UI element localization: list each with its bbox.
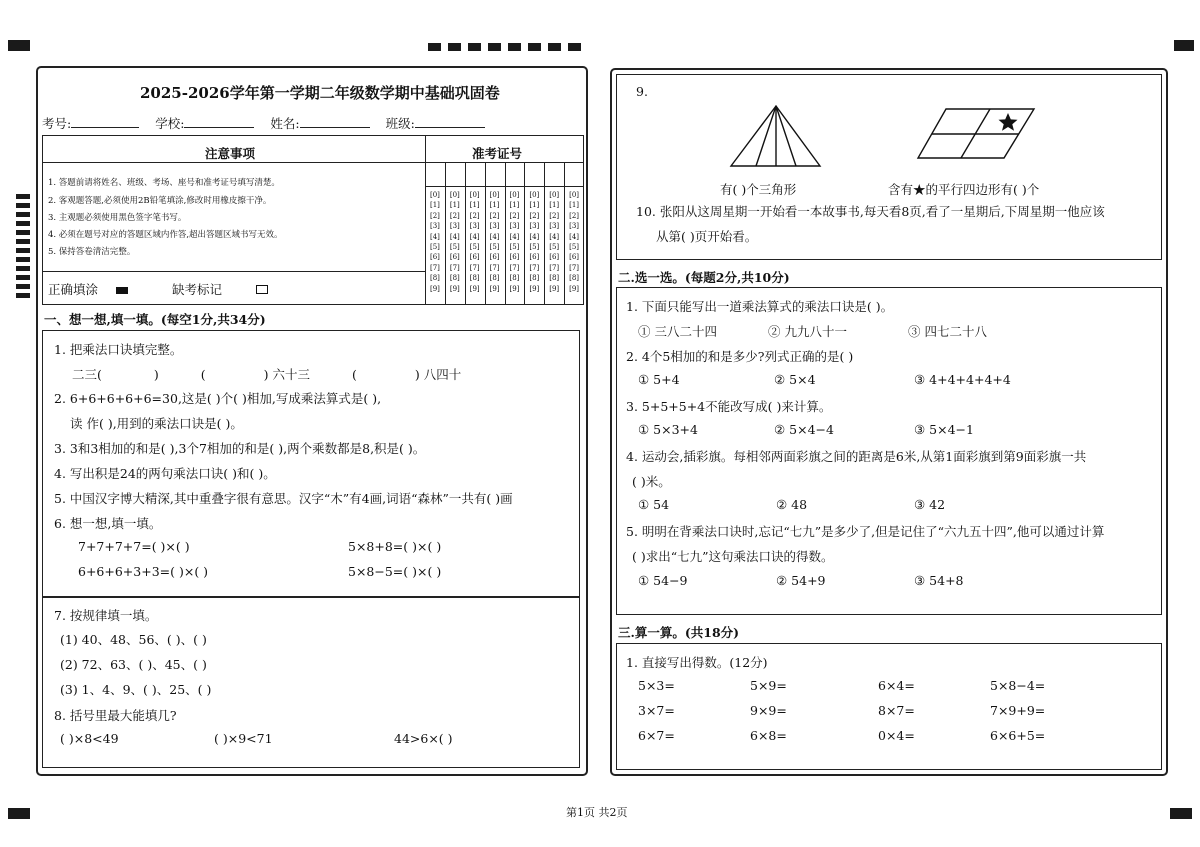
star-icon [999, 113, 1018, 131]
calc-item: 8×7= [878, 703, 915, 718]
digit-bubble[interactable]: [5] [429, 243, 440, 252]
digit-bubble[interactable]: [3] [469, 222, 480, 231]
s2-q3-opt: ② 5×4−4 [774, 422, 834, 437]
s2-q1-opt: ③ 四七二十八 [908, 324, 987, 339]
digit-bubble[interactable]: [7] [549, 263, 560, 272]
corner-mark-bottom-right [1170, 808, 1192, 819]
digit-bubble[interactable]: [0] [549, 191, 560, 199]
q2-line2: 读 作( ),用到的乘法口诀是( )。 [70, 416, 243, 431]
digit-bubble[interactable]: [4] [489, 232, 500, 241]
timing-mark [16, 248, 30, 253]
triangle-figure [728, 104, 824, 168]
digit-bubble[interactable]: [3] [429, 222, 440, 231]
q8-text: 8. 括号里最大能填几? [54, 708, 177, 723]
s2-q4-opt: ③ 42 [914, 497, 946, 512]
timing-mark [16, 239, 30, 244]
digit-bubble[interactable]: [2] [429, 211, 440, 220]
timing-mark [16, 284, 30, 289]
s2-q5-line2: ( )求出“七九”这句乘法口诀的得数。 [632, 549, 834, 564]
timing-mark [16, 221, 30, 226]
notice-item: 4. 必须在题号对应的答题区域内作答,超出答题区域书写无效。 [48, 230, 283, 240]
digit-bubble[interactable]: [8] [569, 274, 580, 283]
digit-bubble[interactable]: [8] [549, 274, 560, 283]
timing-mark [16, 275, 30, 280]
admission-digit-column[interactable] [425, 190, 445, 294]
calc-item: 6×8= [750, 728, 787, 743]
digit-bubble[interactable]: [3] [549, 222, 560, 231]
digit-bubble[interactable]: [3] [489, 222, 500, 231]
calc-item: 0×4= [878, 728, 915, 743]
digit-bubble[interactable]: [3] [569, 222, 580, 231]
q7-row: (2) 72、63、( )、45、( ) [60, 657, 207, 672]
digit-bubble[interactable]: [8] [469, 274, 480, 283]
s2-q1-opt: ② 九九八十一 [768, 324, 847, 339]
q6-item: 5×8+8=( )×( ) [348, 539, 442, 554]
timing-mark [16, 194, 30, 199]
digit-bubble[interactable]: [2] [569, 211, 580, 220]
digit-bubble[interactable]: [4] [569, 232, 580, 241]
class-input[interactable] [415, 115, 485, 128]
s2-q5-opt: ③ 54+8 [914, 573, 964, 588]
calc-item: 5×8−4= [990, 678, 1046, 693]
q5-text: 5. 中国汉字博大精深,其中重叠字很有意思。汉字“木”有4画,词语“森林”一共有( )画 [54, 491, 513, 506]
digit-bubble[interactable]: [4] [549, 232, 560, 241]
grid-write-row-divider [425, 186, 584, 187]
q10-line2: 从第( )页开始看。 [656, 229, 758, 244]
digit-bubble[interactable]: [7] [449, 263, 460, 272]
digit-bubble[interactable]: [7] [529, 263, 540, 272]
timing-mark [468, 43, 481, 51]
digit-bubble[interactable]: [2] [549, 211, 560, 220]
digit-bubble[interactable]: [2] [529, 211, 540, 220]
filled-bubble-sample [116, 287, 128, 294]
timing-mark [16, 257, 30, 262]
digit-bubble[interactable]: [3] [529, 222, 540, 231]
missing-mark-checkbox[interactable] [256, 285, 268, 294]
s2-q4-line1: 4. 运动会,插彩旗。每相邻两面彩旗之间的距离是6米,从第1面彩旗到第9面彩旗一共 [626, 449, 1087, 464]
q1-blank-row: 二三( ) ( ) 六十三 ( ) 八四十 [72, 367, 462, 382]
digit-bubble[interactable]: [5] [509, 243, 520, 252]
s2-q5-opt: ① 54−9 [638, 573, 688, 588]
digit-bubble[interactable]: [6] [429, 253, 440, 262]
digit-bubble[interactable]: [5] [489, 243, 500, 252]
q3-text: 3. 3和3相加的和是( ),3个7相加的和是( ),两个乘数都是8,积是( )。 [54, 441, 426, 456]
calc-item: 6×6+5= [990, 728, 1046, 743]
timing-mark [568, 43, 581, 51]
s3-sub: 1. 直接写出得数。(12分) [626, 655, 768, 670]
q7-row: (1) 40、48、56、( )、( ) [60, 632, 207, 647]
digit-bubble[interactable]: [6] [569, 253, 580, 262]
missing-mark-label: 缺考标记 [172, 280, 268, 298]
notice-heading: 注意事项 [205, 146, 256, 161]
s2-q2-opt: ② 5×4 [774, 372, 816, 387]
digit-bubble[interactable]: [9] [529, 284, 540, 293]
digit-bubble[interactable]: [2] [449, 211, 460, 220]
timing-mark [428, 43, 441, 51]
calc-item: 3×7= [638, 703, 675, 718]
digit-bubble[interactable]: [0] [489, 191, 500, 199]
calc-item: 6×7= [638, 728, 675, 743]
field-exam-no: 考号: [42, 116, 72, 131]
digit-bubble[interactable]: [4] [449, 232, 460, 241]
q9-parallelogram-text: 含有★的平行四边形有( )个 [888, 182, 1040, 197]
digit-bubble[interactable]: [5] [549, 243, 560, 252]
notice-item: 5. 保持答卷清洁完整。 [48, 247, 136, 257]
digit-bubble[interactable]: [2] [509, 211, 520, 220]
s2-q5-opt: ② 54+9 [776, 573, 826, 588]
digit-bubble[interactable]: [1] [549, 201, 560, 210]
admission-digit-column[interactable] [485, 190, 505, 294]
timing-mark [548, 43, 561, 51]
q6-item: 5×8−5=( )×( ) [348, 564, 442, 579]
digit-bubble[interactable]: [0] [529, 191, 540, 199]
digit-bubble[interactable]: [7] [429, 263, 440, 272]
section2-heading: 二.选一选。(每题2分,共10分) [618, 270, 790, 285]
name-input[interactable] [300, 115, 370, 128]
corner-mark-top-right [1174, 40, 1194, 51]
digit-bubble[interactable]: [5] [569, 243, 580, 252]
digit-bubble[interactable]: [8] [529, 274, 540, 283]
s2-q1-opt: ① 三八二十四 [638, 324, 717, 339]
notice-item: 1. 答题前请将姓名、班级、考场、座号和准考证号填写清楚。 [48, 178, 280, 188]
digit-bubble[interactable]: [4] [469, 232, 480, 241]
school-input[interactable] [184, 115, 254, 128]
digit-bubble[interactable]: [4] [509, 232, 520, 241]
s2-q5-line1: 5. 明明在背乘法口诀时,忘记“七九”是多少了,但是记住了“六九五十四”,他可以通过计算 [626, 524, 1105, 539]
digit-bubble[interactable]: [9] [429, 284, 440, 293]
corner-mark-bottom-left [8, 808, 30, 819]
admission-digit-column[interactable] [524, 190, 544, 294]
digit-bubble[interactable]: [1] [429, 201, 440, 210]
field-school: 学校: [155, 116, 185, 131]
section3-heading: 三.算一算。(共18分) [618, 625, 740, 640]
admission-digit-column[interactable] [564, 190, 584, 294]
timing-mark [16, 212, 30, 217]
digit-bubble[interactable]: [0] [429, 191, 440, 199]
digit-bubble[interactable]: [3] [449, 222, 460, 231]
q8-item: ( )×8<49 [60, 731, 119, 746]
digit-bubble[interactable]: [2] [489, 211, 500, 220]
q9-label: 9. [636, 84, 648, 99]
timing-mark [16, 230, 30, 235]
digit-bubble[interactable]: [1] [489, 201, 500, 210]
digit-bubble[interactable]: [5] [529, 243, 540, 252]
timing-mark [508, 43, 521, 51]
digit-bubble[interactable]: [7] [469, 263, 480, 272]
parallelogram-figure [916, 106, 1038, 162]
digit-bubble[interactable]: [7] [509, 263, 520, 272]
admission-heading: 准考证号 [472, 146, 523, 161]
q10-line1: 10. 张阳从这周星期一开始看一本故事书,每天看8页,看了一星期后,下周星期一他应该 [636, 204, 1105, 219]
timing-mark [16, 203, 30, 208]
q9-triangle-text: 有( )个三角形 [720, 182, 797, 197]
q7-row: (3) 1、4、9、( )、25、( ) [60, 682, 212, 697]
digit-bubble[interactable]: [8] [509, 274, 520, 283]
digit-bubble[interactable]: [9] [509, 284, 520, 293]
digit-bubble[interactable]: [6] [529, 253, 540, 262]
calc-item: 5×3= [638, 678, 675, 693]
calc-item: 6×4= [878, 678, 915, 693]
q4-text: 4. 写出积是24的两句乘法口诀( )和( )。 [54, 466, 276, 481]
admission-digit-column[interactable] [445, 190, 465, 294]
digit-bubble[interactable]: [1] [469, 201, 480, 210]
digit-bubble[interactable]: [1] [449, 201, 460, 210]
digit-bubble[interactable]: [0] [449, 191, 460, 199]
digit-bubble[interactable]: [8] [449, 274, 460, 283]
digit-bubble[interactable]: [8] [429, 274, 440, 283]
digit-bubble[interactable]: [6] [549, 253, 560, 262]
digit-bubble[interactable]: [7] [569, 263, 580, 272]
admission-digit-column[interactable] [465, 190, 485, 294]
digit-bubble[interactable]: [6] [449, 253, 460, 262]
calc-item: 5×9= [750, 678, 787, 693]
info-fields [42, 114, 485, 132]
timing-mark [528, 43, 541, 51]
calc-item: 7×9+9= [990, 703, 1046, 718]
timing-mark [488, 43, 501, 51]
s2-q3-opt: ① 5×3+4 [638, 422, 698, 437]
digit-bubble[interactable]: [1] [569, 201, 580, 210]
s2-q4-opt: ② 48 [776, 497, 808, 512]
digit-bubble[interactable]: [9] [449, 284, 460, 293]
calc-item: 9×9= [750, 703, 787, 718]
s2-q2-opt: ① 5+4 [638, 372, 680, 387]
s2-q3-opt: ③ 5×4−1 [914, 422, 974, 437]
digit-bubble[interactable]: [4] [529, 232, 540, 241]
field-class: 班级: [385, 116, 415, 131]
exam-no-input[interactable] [71, 115, 139, 128]
digit-bubble[interactable]: [5] [469, 243, 480, 252]
digit-bubble[interactable]: [9] [549, 284, 560, 293]
admission-digit-column[interactable] [544, 190, 564, 294]
digit-bubble[interactable]: [2] [469, 211, 480, 220]
notice-item: 2. 客观题答题,必须使用2B铅笔填涂,修改时用橡皮擦干净。 [48, 196, 272, 206]
page-footer: 第1页 共2页 [566, 806, 628, 819]
timing-mark [16, 266, 30, 271]
s2-q4-opt: ① 54 [638, 497, 670, 512]
q8-item: ( )×9<71 [214, 731, 273, 746]
digit-bubble[interactable]: [6] [489, 253, 500, 262]
admission-digit-column[interactable] [505, 190, 525, 294]
digit-bubble[interactable]: [0] [569, 191, 580, 199]
q8-item: 44>6×( ) [394, 731, 453, 746]
digit-bubble[interactable]: [9] [489, 284, 500, 293]
s2-q2-opt: ③ 4+4+4+4+4 [914, 372, 1011, 387]
digit-bubble[interactable]: [4] [429, 232, 440, 241]
digit-bubble[interactable]: [5] [449, 243, 460, 252]
timing-mark [448, 43, 461, 51]
digit-bubble[interactable]: [8] [489, 274, 500, 283]
s2-q1: 1. 下面只能写出一道乘法算式的乘法口诀是( )。 [626, 299, 894, 314]
digit-bubble[interactable]: [6] [509, 253, 520, 262]
section1-heading: 一、想一想,填一填。(每空1分,共34分) [44, 312, 266, 327]
s2-q3: 3. 5+5+5+4不能改写成( )来计算。 [626, 399, 832, 414]
exam-title: 2025-2026学年第一学期二年级数学期中基础巩固卷 [140, 84, 500, 102]
digit-bubble[interactable]: [9] [469, 284, 480, 293]
digit-bubble[interactable]: [0] [509, 191, 520, 199]
s2-q4-line2: ( )米。 [632, 474, 671, 489]
q6-item: 7+7+7+7=( )×( ) [78, 539, 190, 554]
digit-bubble[interactable]: [6] [469, 253, 480, 262]
q6-text: 6. 想一想,填一填。 [54, 516, 162, 531]
corner-mark-top-left [8, 40, 30, 51]
correct-fill-label: 正确填涂 [48, 280, 128, 298]
q7-text: 7. 按规律填一填。 [54, 608, 158, 623]
timing-mark [16, 293, 30, 298]
digit-bubble[interactable]: [0] [469, 191, 480, 199]
digit-bubble[interactable]: [9] [569, 284, 580, 293]
digit-bubble[interactable]: [7] [489, 263, 500, 272]
q1-text: 1. 把乘法口诀填完整。 [54, 342, 183, 357]
notice-item: 3. 主观题必须使用黑色签字笔书写。 [48, 213, 187, 223]
digit-bubble[interactable]: [1] [529, 201, 540, 210]
q2-line1: 2. 6+6+6+6+6=30,这是( )个( )相加,写成乘法算式是( ), [54, 391, 382, 406]
s2-q2: 2. 4个5相加的和是多少?列式正确的是( ) [626, 349, 854, 364]
digit-bubble[interactable]: [1] [509, 201, 520, 210]
field-name: 姓名: [270, 116, 300, 131]
q6-item: 6+6+6+3+3=( )×( ) [78, 564, 209, 579]
digit-bubble[interactable]: [3] [509, 222, 520, 231]
